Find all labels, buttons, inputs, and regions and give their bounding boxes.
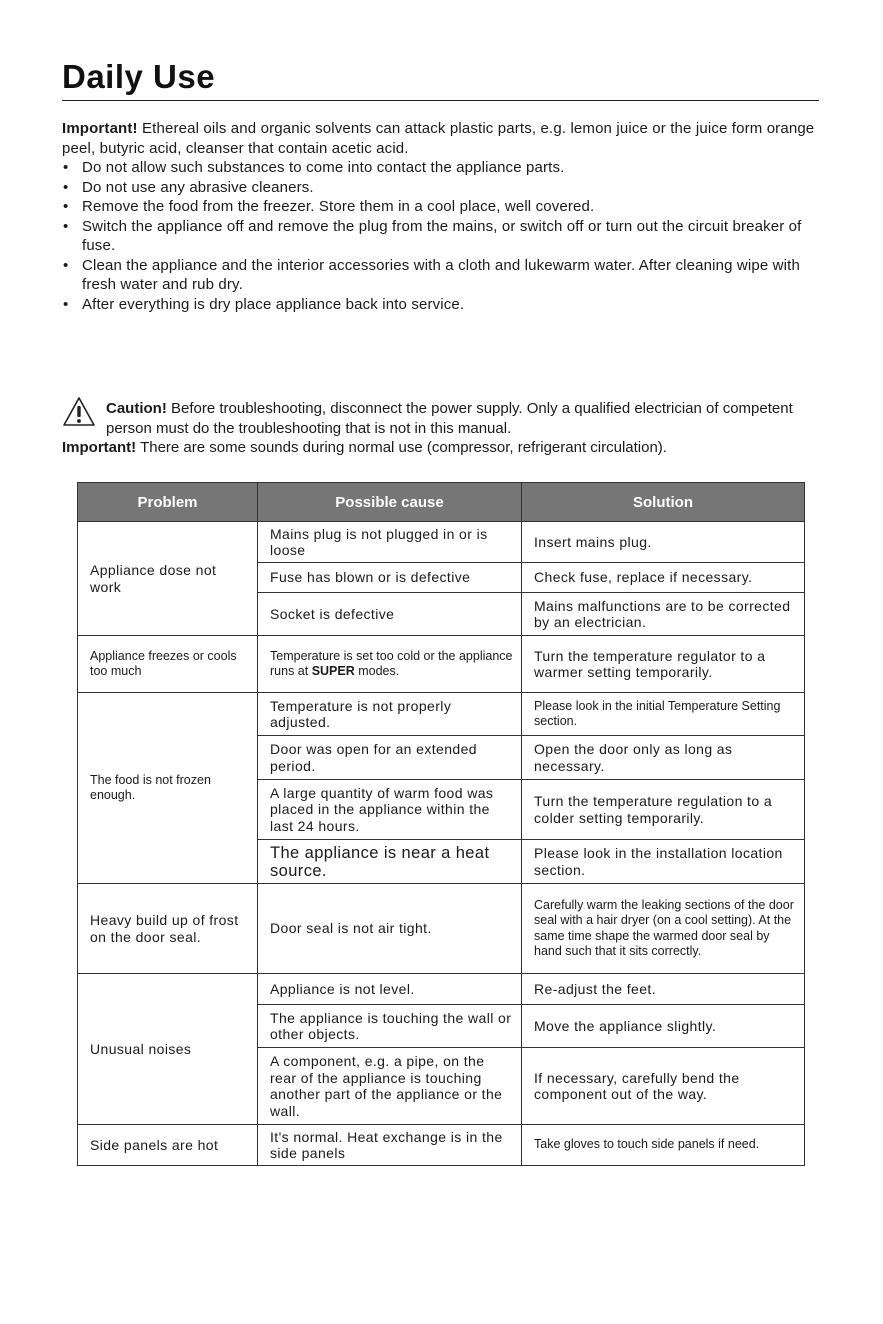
solution-cell: Please look in the initial Temperature Setting section. — [522, 693, 805, 736]
cause-cell: It's normal. Heat exchange is in the side panels — [258, 1125, 522, 1166]
cause-cell: The appliance is touching the wall or other objects. — [258, 1005, 522, 1048]
cause-cell: Door was open for an extended period. — [258, 736, 522, 780]
problem-header: Problem — [78, 483, 258, 522]
solution-cell: Re-adjust the feet. — [522, 974, 805, 1005]
table-header-row — [78, 483, 805, 522]
important-text: Ethereal oils and organic solvents can attack plastic parts, e.g. lemon juice or the juice form orange peel, butyric acid, cleanser that contain acetic acid. — [62, 120, 815, 157]
solution-cell: Open the door only as long as necessary. — [522, 736, 805, 780]
table-row — [78, 693, 805, 736]
solution-header: Solution — [522, 483, 805, 522]
table-row — [78, 522, 805, 563]
list-item: • Remove the food from the freezer. Store them in a cool place, well covered. — [62, 197, 822, 217]
problem-cell: Appliance dose not work — [78, 522, 258, 636]
cause-cell: Temperature is not properly adjusted. — [258, 693, 522, 736]
problem-cell: The food is not frozen enough. — [78, 693, 258, 884]
solution-cell: Mains malfunctions are to be corrected by an electrician. — [522, 593, 805, 636]
cause-text: Temperature is set too cold or the appliance runs at — [270, 648, 513, 678]
cause-cell: Mains plug is not plugged in or is loose — [258, 522, 522, 563]
cleaning-steps-list — [62, 158, 822, 314]
solution-cell: If necessary, carefully bend the component out of the way. — [522, 1048, 805, 1125]
table-row — [78, 636, 805, 693]
troubleshooting-table — [77, 482, 805, 1166]
solution-cell: Insert mains plug. — [522, 522, 805, 563]
solution-cell: Turn the temperature regulator to a warmer setting temporarily. — [522, 636, 805, 693]
problem-cell: Appliance freezes or cools too much — [78, 636, 258, 693]
table-row — [78, 974, 805, 1005]
list-item: • After everything is dry place appliance back into service. — [62, 295, 822, 315]
cause-cell: A component, e.g. a pipe, on the rear of the appliance is touching another part of the appliance or the wall. — [258, 1048, 522, 1125]
solution-cell: Move the appliance slightly. — [522, 1005, 805, 1048]
solution-cell: Carefully warm the leaking sections of the door seal with a hair dryer (on a cool setting). At the same time shape the warmed door seal by hand such that it sits correctly. — [522, 884, 805, 974]
caution-note — [106, 399, 822, 438]
sounds-note — [62, 438, 822, 458]
page-title: Daily Use — [62, 58, 216, 95]
cause-cell: Appliance is not level. — [258, 974, 522, 1005]
list-item: • Switch the appliance off and remove the plug from the mains, or switch off or turn out the circuit breaker of fuse. — [62, 217, 822, 256]
cause-cell: The appliance is near a heat source. — [258, 840, 522, 884]
caution-text: Before troubleshooting, disconnect the power supply. Only a qualified electrician of competent person must do the troubleshooting that is not in this manual. — [106, 400, 793, 437]
important-label: Important! — [62, 439, 137, 456]
super-mode-label: SUPER — [311, 664, 355, 678]
warning-triangle-icon — [62, 396, 96, 428]
cause-cell: Door seal is not air tight. — [258, 884, 522, 974]
list-item: • Do not allow such substances to come into contact the appliance parts. — [62, 158, 822, 178]
cause-cell: Socket is defective — [258, 593, 522, 636]
list-item: • Clean the appliance and the interior accessories with a cloth and lukewarm water. After cleaning wipe with fresh water and rub dry. — [62, 256, 822, 295]
problem-cell: Heavy build up of frost on the door seal. — [78, 884, 258, 974]
solution-cell: Check fuse, replace if necessary. — [522, 563, 805, 593]
caution-block — [62, 399, 822, 458]
cause-cell: Fuse has blown or is defective — [258, 563, 522, 593]
cause-cell — [258, 636, 522, 693]
sounds-text: There are some sounds during normal use (compressor, refrigerant circulation). — [136, 439, 667, 456]
list-item: • Do not use any abrasive cleaners. — [62, 178, 822, 198]
solution-cell: Turn the temperature regulation to a colder setting temporarily. — [522, 780, 805, 840]
cause-cell: A large quantity of warm food was placed in the appliance within the last 24 hours. — [258, 780, 522, 840]
cleaning-instructions — [62, 119, 822, 314]
solution-cell: Take gloves to touch side panels if need. — [522, 1125, 805, 1166]
important-note — [62, 119, 822, 158]
caution-label: Caution! — [106, 400, 167, 417]
problem-cell: Side panels are hot — [78, 1125, 258, 1166]
solution-cell: Please look in the installation location section. — [522, 840, 805, 884]
title-divider — [62, 100, 819, 101]
table-row — [78, 884, 805, 974]
cause-text: modes. — [354, 664, 400, 678]
cause-header: Possible cause — [258, 483, 522, 522]
table-row — [78, 1125, 805, 1166]
important-label: Important! — [62, 120, 138, 137]
problem-cell: Unusual noises — [78, 974, 258, 1125]
